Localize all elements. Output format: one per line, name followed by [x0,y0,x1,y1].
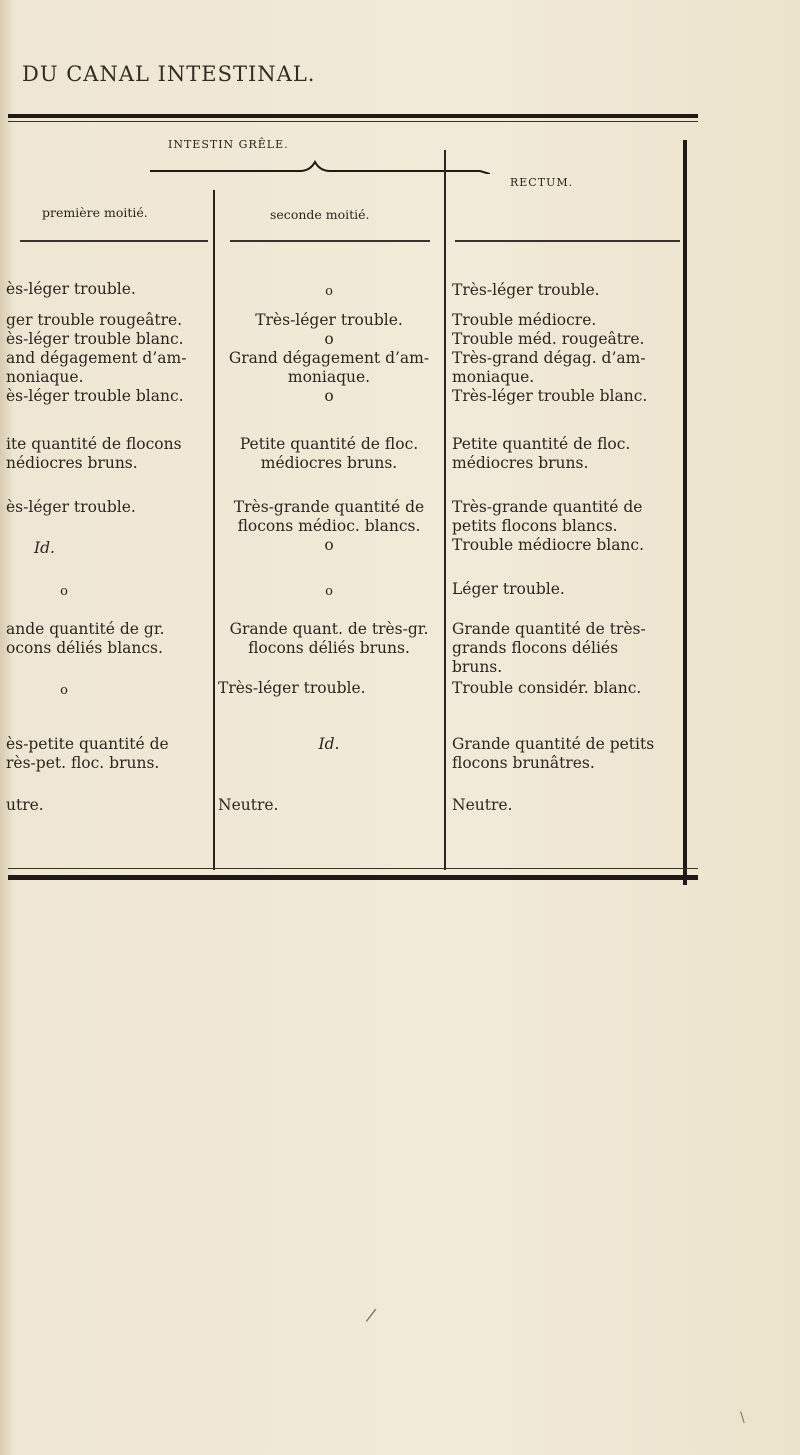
row9-rectum: Neutre. [452,796,513,814]
row6-first-half: ande quantité de gr. ocons déliés blancs. [6,620,165,657]
sub-header-second: seconde moitié. [270,207,370,222]
row9-first-half: utre. [6,796,44,814]
row7-rectum: Trouble considér. blanc. [452,679,642,697]
row3-rectum: Petite quantité de floc. médiocres bruns. [452,435,631,472]
row1-second-half: o [325,284,333,299]
row4-first-half: ès-léger trouble. [6,498,136,516]
column-divider-1 [213,190,215,870]
header-brace [150,160,490,174]
row4-first-half-id: Id. [34,539,55,557]
row8-rectum: Grande quantité de petits flocons brunâtres. [452,735,655,772]
row8-first-half: ès-petite quantité de rès-pet. floc. bruns. [6,735,169,772]
header-underline-2 [230,240,430,242]
row4-second-half: Très-grande quantité de flocons médioc. blancs. o [233,498,425,554]
row1-first-half: ès-léger trouble. [6,280,136,298]
rectum-header: RECTUM. [510,176,574,189]
running-header: DU CANAL INTESTINAL. [22,62,316,86]
column-divider-2 [444,150,446,870]
stray-mark: / [364,1304,378,1327]
row7-second-half: Très-léger trouble. [218,679,366,697]
intestin-grele-header: INTESTIN GRÊLE. [168,138,289,151]
row5-second-half: o [325,584,333,599]
row2-second-half: Très-léger trouble. o Grand dégagement d’am- moniaque. o [228,311,430,405]
row4-rectum: Très-grande quantité de petits flocons blancs. Trouble médiocre blanc. [452,498,645,554]
bottom-rule [8,875,698,880]
row6-second-half: Grande quant. de très-gr. flocons déliés bruns. [229,620,429,657]
stray-mark-2: \ [740,1410,745,1426]
row9-second-half: Neutre. [218,796,279,814]
bottom-rule-thin [8,868,698,869]
row5-rectum: Léger trouble. [452,580,565,598]
row5-first-half: o [60,584,68,599]
row8-second-half: Id. [318,735,340,753]
row1-rectum: Très-léger trouble. [452,281,600,299]
top-rule [8,114,698,118]
header-underline-1 [20,240,208,242]
row2-first-half: ger trouble rougeâtre. ès-léger trouble blanc. and dégagement d’am- noniaque. ès-léger trouble blanc. [6,311,187,405]
row3-first-half: ite quantité de flocons nédiocres bruns. [6,435,182,472]
row6-rectum: Grande quantité de très- grands flocons déliés bruns. [452,620,646,676]
row2-rectum: Trouble médiocre. Trouble méd. rougeâtre. Très-grand dégag. d’am- moniaque. Très-léger trouble blanc. [452,311,648,405]
row7-first-half: o [60,683,68,698]
row3-second-half: Petite quantité de floc. médiocres bruns. [239,435,419,472]
top-rule-thin [8,121,698,122]
header-underline-3 [455,240,680,242]
sub-header-first: première moitié. [42,205,148,220]
